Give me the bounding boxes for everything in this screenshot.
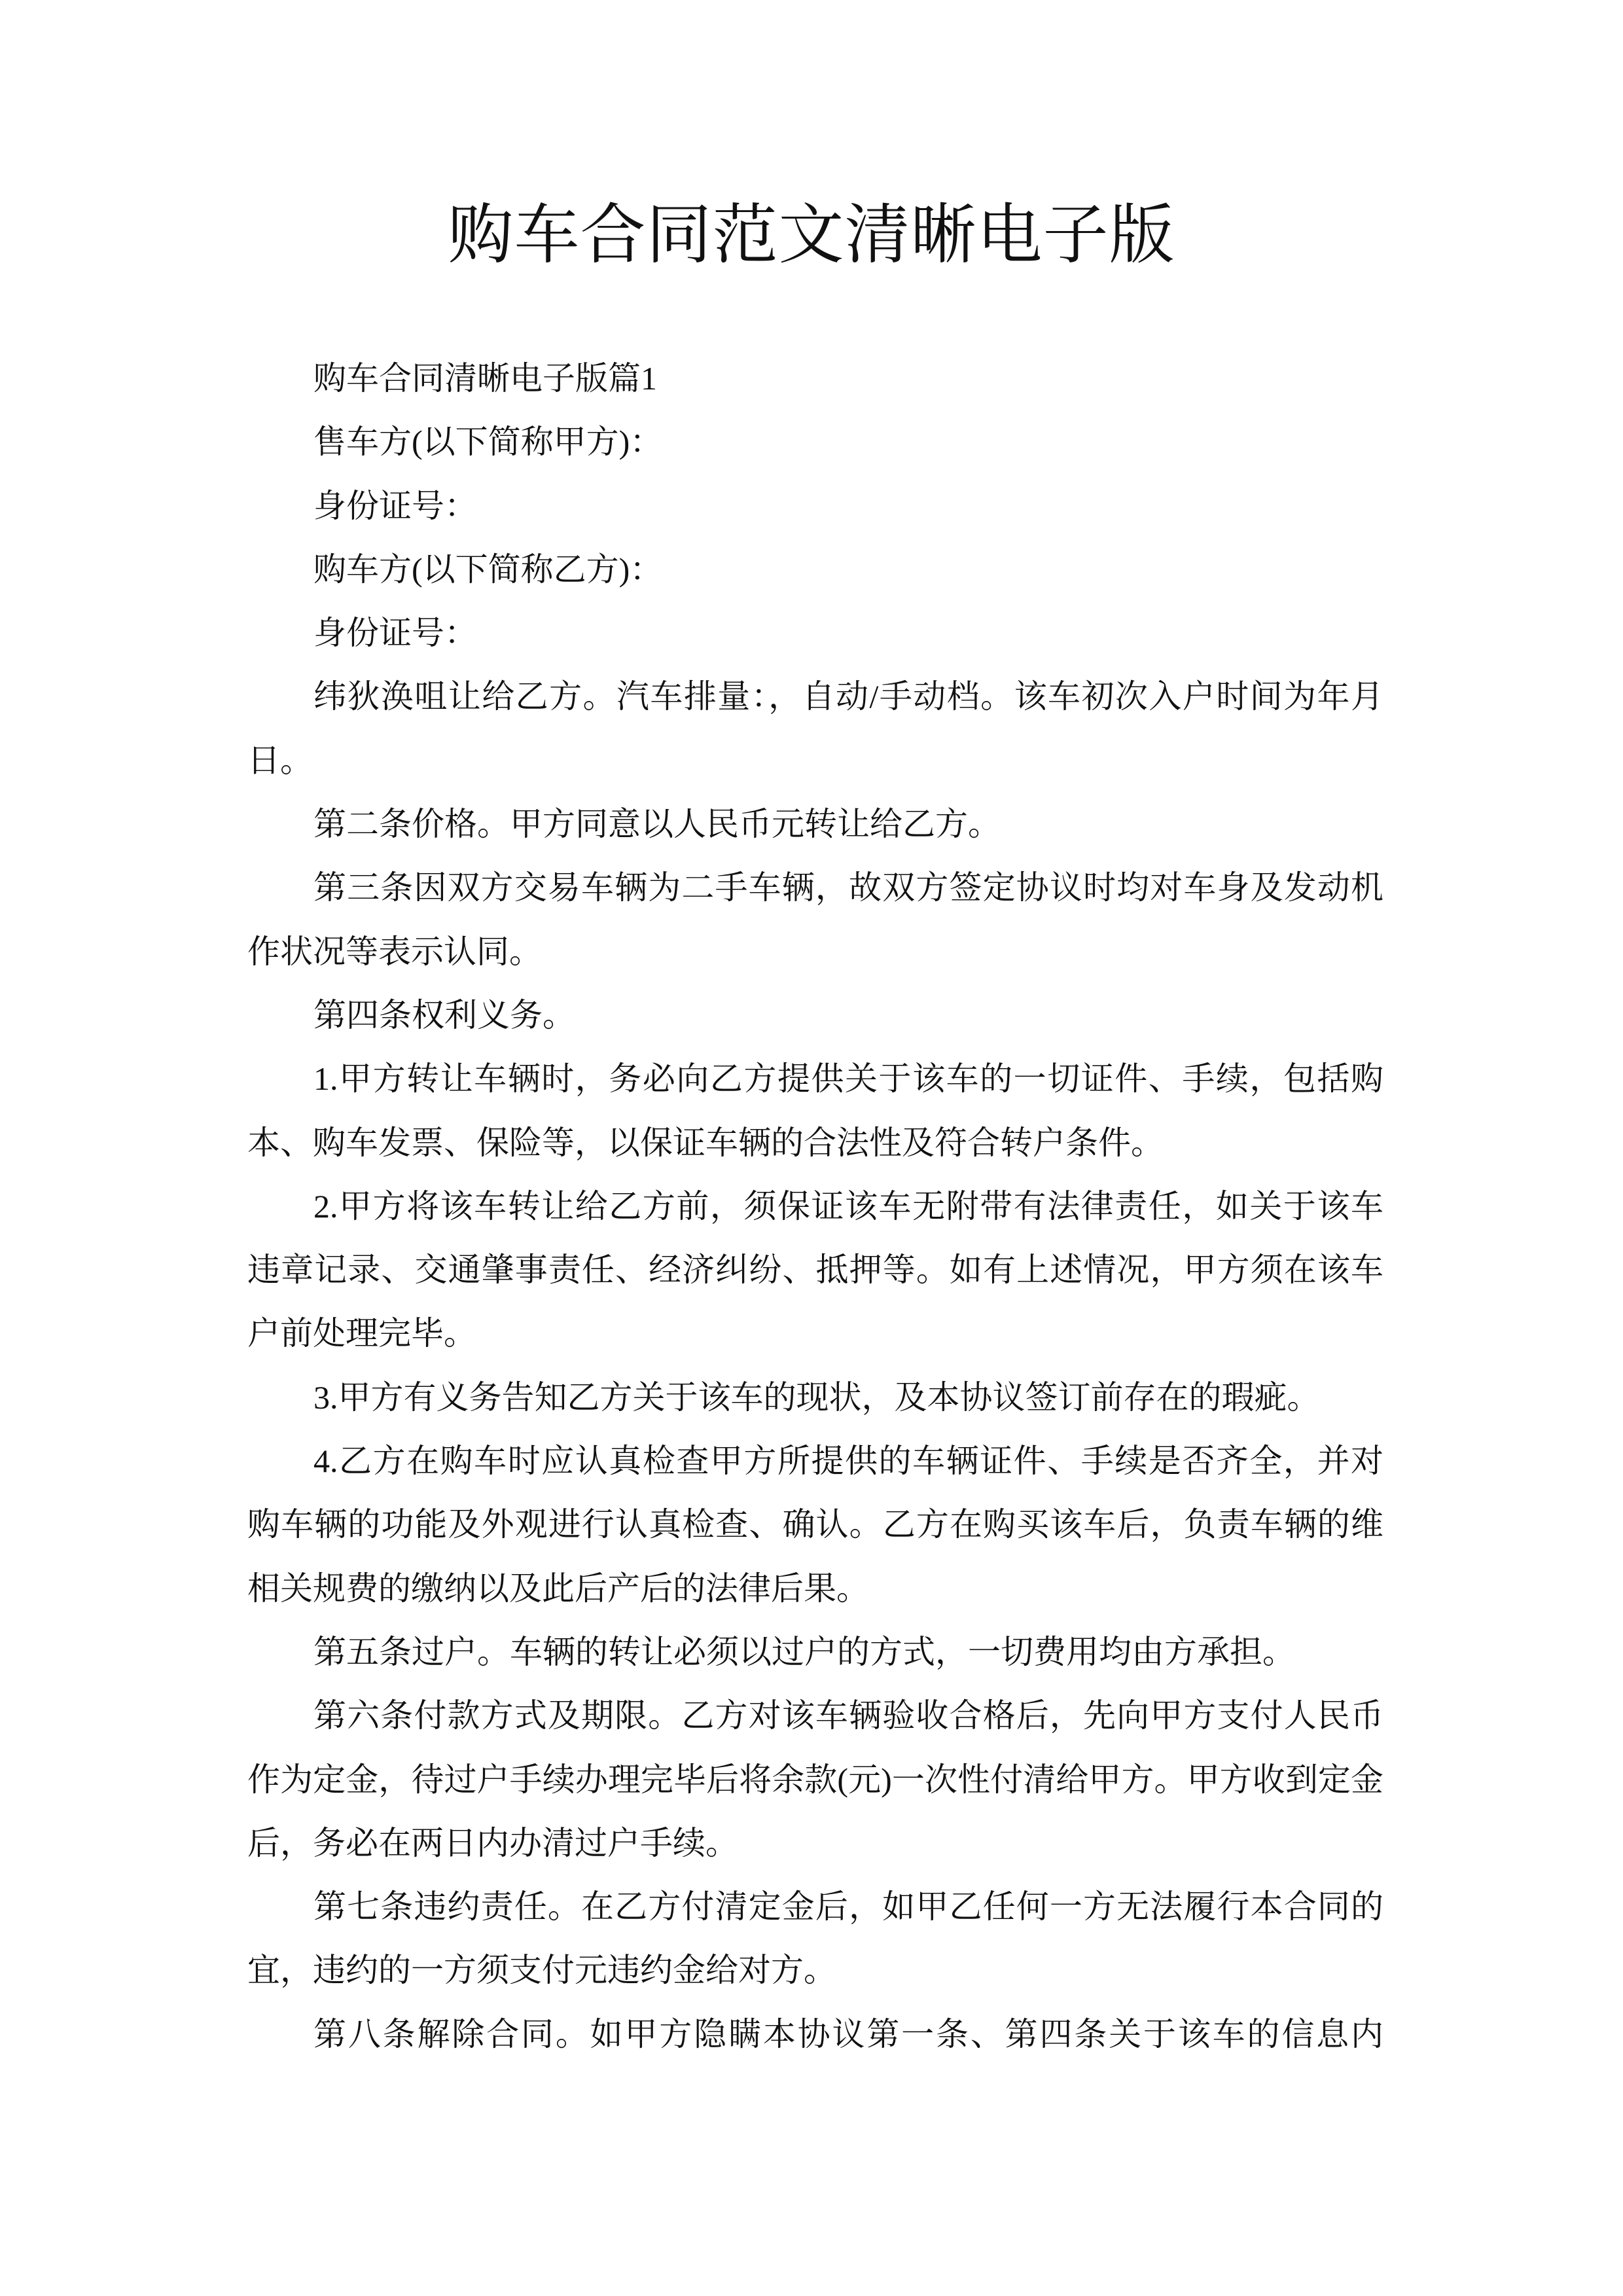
buyer-id-line: 身份证号： (313, 615, 477, 652)
article-4-item-1-line: 本、购车发票、保险等，以保证车辆的合法性及符合转户条件。 (247, 1124, 1164, 1161)
document-title: 购车合同范文清晰电子版 (448, 199, 1175, 272)
article-4-item-2-line: 2.甲方将该车转让给乙方前，须保证该车无附带有法律责任，如关于该车 (313, 1187, 1383, 1225)
article-8-line: 第八条解除合同。如甲方隐瞒本协议第一条、第四条关于该车的信息内 (313, 2015, 1383, 2053)
article-3-line: 第三条因双方交易车辆为二手车辆，故双方签定协议时均对车身及发动机 (313, 869, 1383, 906)
article-1-line: 日。 (247, 742, 313, 779)
buyer-line: 购车方(以下简称乙方)： (313, 550, 663, 588)
article-4-item-2-line: 户前处理完毕。 (247, 1315, 476, 1352)
seller-id-line: 身份证号： (313, 487, 477, 524)
article-6-line: 后，务必在两日内办清过户手续。 (247, 1824, 738, 1861)
seller-line: 售车方(以下简称甲方)： (313, 423, 663, 461)
article-4-item-4-line: 相关规费的缴纳以及此后产后的法律后果。 (247, 1570, 869, 1607)
section-heading: 购车合同清晰电子版篇1 (313, 360, 657, 397)
article-3-line: 作状况等表示认同。 (247, 933, 542, 970)
article-6-line: 第六条付款方式及期限。乙方对该车辆验收合格后，先向甲方支付人民币 (313, 1697, 1383, 1734)
article-4-item-1-line: 1.甲方转让车辆时，务必向乙方提供关于该车的一切证件、手续，包括购 (313, 1060, 1383, 1098)
article-1-line: 纬狄涣咀让给乙方。汽车排量：，自动/手动档。该车初次入户时间为年月 (313, 678, 1383, 715)
article-4-item-3-line: 3.甲方有义务告知乙方关于该车的现状，及本协议签订前存在的瑕疵。 (313, 1378, 1320, 1416)
article-4-item-4-line: 4.乙方在购车时应认真检查甲方所提供的车辆证件、手续是否齐全，并对 (313, 1443, 1383, 1480)
article-6-line: 作为定金，待过户手续办理完毕后将余款(元)一次性付清给甲方。甲方收到定金 (247, 1761, 1383, 1798)
document-body (247, 347, 1383, 2066)
article-4-item-2-line: 违章记录、交通肇事责任、经济纠纷、抵押等。如有上述情况，甲方须在该车 (247, 1251, 1383, 1289)
article-7-line: 宜，违约的一方须支付元违约金给对方。 (247, 1952, 836, 1989)
article-4-heading: 第四条权利义务。 (313, 996, 575, 1033)
article-7-line: 第七条违约责任。在乙方付清定金后，如甲乙任何一方无法履行本合同的 (313, 1888, 1383, 1926)
article-4-item-4-line: 购车辆的功能及外观进行认真检查、确认。乙方在购买该车后，负责车辆的维 (247, 1506, 1383, 1543)
article-5-line: 第五条过户。车辆的转让必须以过户的方式，一切费用均由方承担。 (313, 1633, 1295, 1670)
article-2-line: 第二条价格。甲方同意以人民币元转让给乙方。 (313, 806, 1001, 843)
